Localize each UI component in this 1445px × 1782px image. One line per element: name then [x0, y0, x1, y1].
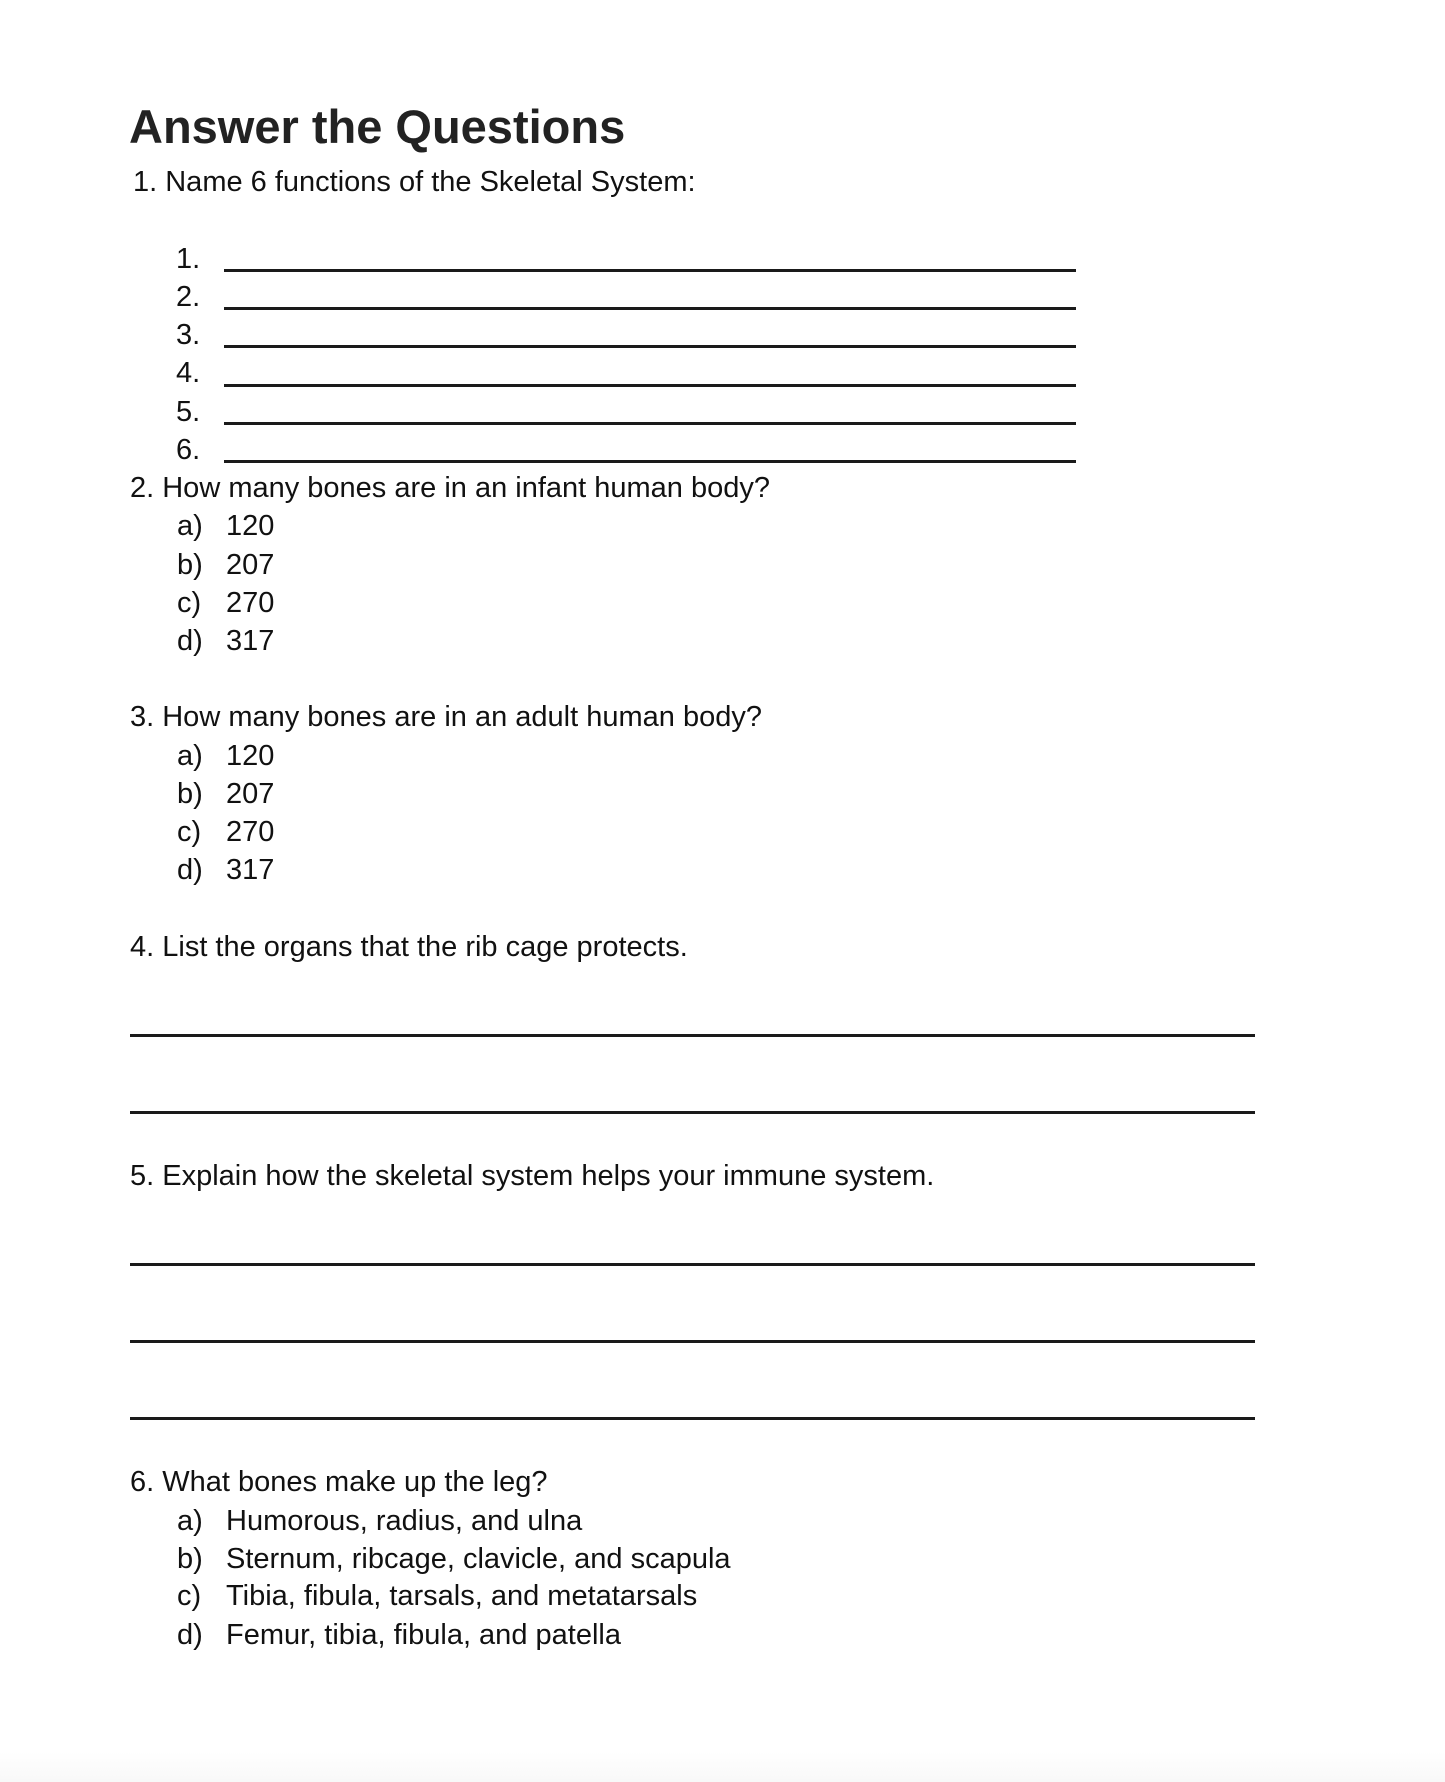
option-letter: d)	[177, 854, 203, 886]
answer-line-q5-3[interactable]	[130, 1417, 1255, 1420]
question-1: 1. Name 6 functions of the Skeletal System:	[133, 166, 696, 198]
option-letter: b)	[177, 1543, 203, 1575]
answer-line-q5-1[interactable]	[130, 1263, 1255, 1266]
option-letter: b)	[177, 549, 203, 581]
option-text[interactable]: 207	[226, 549, 275, 581]
option-letter: a)	[177, 740, 203, 772]
option-text[interactable]: 120	[226, 510, 275, 542]
worksheet-title: Answer the Questions	[129, 100, 626, 153]
question-3: 3. How many bones are in an adult human body?	[130, 701, 762, 733]
option-text[interactable]: 270	[226, 587, 275, 619]
answer-number-6: 6.	[176, 434, 201, 466]
option-text[interactable]: 270	[226, 816, 275, 848]
answer-line-q4-2[interactable]	[130, 1111, 1255, 1114]
option-letter: d)	[177, 1619, 203, 1651]
answer-number-4: 4.	[176, 357, 201, 389]
option-text[interactable]: 120	[226, 740, 275, 772]
option-text[interactable]: Tibia, fibula, tarsals, and metatarsals	[226, 1580, 698, 1612]
answer-line-q5-2[interactable]	[130, 1340, 1255, 1343]
answer-line-6[interactable]	[224, 460, 1076, 463]
option-letter: a)	[177, 1505, 203, 1537]
option-letter: b)	[177, 778, 203, 810]
answer-line-q4-1[interactable]	[130, 1034, 1255, 1037]
option-letter: c)	[177, 1580, 202, 1612]
option-text[interactable]: Humorous, radius, and ulna	[226, 1505, 583, 1537]
question-4: 4. List the organs that the rib cage protects.	[130, 931, 688, 963]
question-6: 6. What bones make up the leg?	[130, 1466, 548, 1498]
option-text[interactable]: 207	[226, 778, 275, 810]
answer-number-5: 5.	[176, 396, 201, 428]
option-text[interactable]: Sternum, ribcage, clavicle, and scapula	[226, 1543, 731, 1575]
answer-number-1: 1.	[176, 243, 201, 275]
answer-number-3: 3.	[176, 319, 201, 351]
option-letter: c)	[177, 816, 202, 848]
question-2: 2. How many bones are in an infant human body?	[130, 472, 771, 504]
option-letter: a)	[177, 510, 203, 542]
option-letter: c)	[177, 587, 202, 619]
option-text[interactable]: 317	[226, 625, 275, 657]
question-5: 5. Explain how the skeletal system helps your immune system.	[130, 1160, 935, 1192]
option-text[interactable]: 317	[226, 854, 275, 886]
page-bottom-shade	[0, 1752, 1445, 1782]
answer-line-1[interactable]	[224, 269, 1076, 272]
answer-line-5[interactable]	[224, 422, 1076, 425]
answer-line-4[interactable]	[224, 384, 1076, 387]
answer-number-2: 2.	[176, 281, 201, 313]
option-letter: d)	[177, 625, 203, 657]
answer-line-2[interactable]	[224, 307, 1076, 310]
option-text[interactable]: Femur, tibia, fibula, and patella	[226, 1619, 621, 1651]
answer-line-3[interactable]	[224, 345, 1076, 348]
